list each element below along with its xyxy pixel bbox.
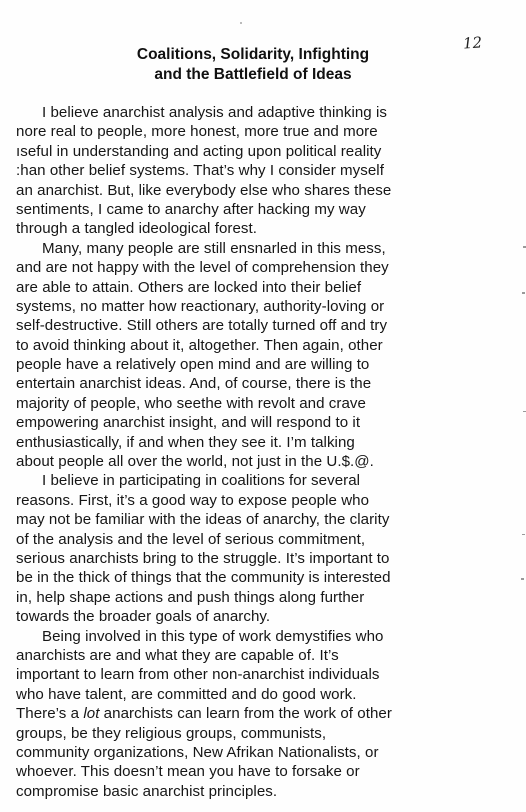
paragraph-4-line-7: community organizations, New Afrikan Nationalists, or	[16, 743, 379, 761]
paragraph-3-line-1: I believe in participating in coalitions for several	[42, 472, 361, 490]
scan-speck	[521, 578, 524, 580]
paragraph-2-line-1: Many, many people are still ensnarled in this mess,	[42, 239, 386, 257]
paragraph-2-line-3: are able to attain. Others are locked into their belief	[16, 278, 362, 296]
paragraph-4-line-1: Being involved in this type of work demystifies who	[42, 627, 384, 645]
paragraph-2-line-4: systems, no matter how reactionary, authority-loving or	[16, 297, 385, 315]
paragraph-1-line-1: I believe anarchist analysis and adaptive thinking is	[42, 104, 387, 121]
page-number: 12	[462, 33, 483, 53]
paragraph-2-line-11: enthusiastically, if and when they see it. I’m talking	[16, 433, 355, 451]
paragraph-3-line-6: be in the thick of things that the community is interested	[16, 569, 391, 587]
paragraph-4-line-6: groups, be they religious groups, communists,	[16, 724, 327, 742]
paragraph-2-line-5: self-destructive. Still others are totally turned off and try	[16, 317, 388, 335]
paragraph-2-line-8: entertain anarchist ideas. And, of course, there is the	[16, 375, 372, 393]
paragraph-4-line-5-emphasis	[16, 704, 496, 723]
paragraph-3-line-7: in, help shape actions and push things along further	[16, 588, 365, 606]
paragraph-4-line-8: whoever. This doesn’t mean you have to forsake or	[16, 763, 360, 781]
emphasis-before: There’s a	[16, 705, 84, 723]
paragraph-1-line-7: through a tangled ideological forest.	[16, 220, 257, 238]
paragraph-1-line-2: nore real to people, more honest, more true and more	[16, 123, 378, 141]
paragraph-4-line-4: who have talent, are committed and do good work.	[16, 685, 357, 703]
body-text	[16, 103, 496, 801]
paragraph-3-line-4: of the analysis and the level of serious commitment,	[16, 530, 366, 548]
emphasis-after: anarchists can learn from the work of other	[99, 705, 392, 723]
chapter-title-line-1: Coalitions, Solidarity, Infighting	[136, 46, 370, 63]
chapter-title-line-2: and the Battlefield of Ideas	[154, 66, 352, 83]
paragraph-2-line-9: majority of people, who seethe with revolt and crave	[16, 394, 366, 412]
emphasis-italic-word: lot	[83, 705, 100, 723]
paragraph-1-line-6: sentiments, I came to anarchy after hacking my way	[16, 200, 366, 218]
paragraph-4-line-2: anarchists are and what they are capable of. It’s	[16, 646, 339, 664]
paragraph-4-line-3: important to learn from other non-anarchist individuals	[16, 666, 380, 684]
scan-speck	[240, 22, 242, 24]
paragraph-2-line-12: about people all over the world, not just in the U.$.@.	[16, 453, 374, 471]
scan-speck	[522, 534, 525, 535]
paragraph-3-line-5: serious anarchists bring to the struggle. It’s important to	[16, 549, 390, 567]
paragraph-3-line-8: towards the broader goals of anarchy.	[16, 608, 271, 626]
paragraph-4-line-9: compromise basic anarchist principles.	[16, 782, 278, 800]
paragraph-2-line-7: people have a relatively open mind and are willing to	[16, 356, 370, 374]
paragraph-2-line-2: and are not happy with the level of comprehension they	[16, 259, 389, 277]
paragraph-1-line-3: ıseful in understanding and acting upon political reality	[16, 142, 382, 160]
paragraph-3-line-3: may not be familiar with the ideas of anarchy, the clarity	[16, 511, 390, 529]
paragraph-3-line-2: reasons. First, it’s a good way to expose people who	[16, 491, 370, 509]
paragraph-1-line-5: an anarchist. But, like everybody else who shares these	[16, 181, 392, 199]
paragraph-2-line-6: to avoid thinking about it, altogether. Then again, other	[16, 336, 383, 354]
paragraph-1-line-4: :han other belief systems. That’s why I consider myself	[16, 162, 384, 180]
paragraph-2-line-10: empowering anarchist insight, and will respond to it	[16, 414, 361, 432]
scan-speck	[522, 292, 525, 294]
